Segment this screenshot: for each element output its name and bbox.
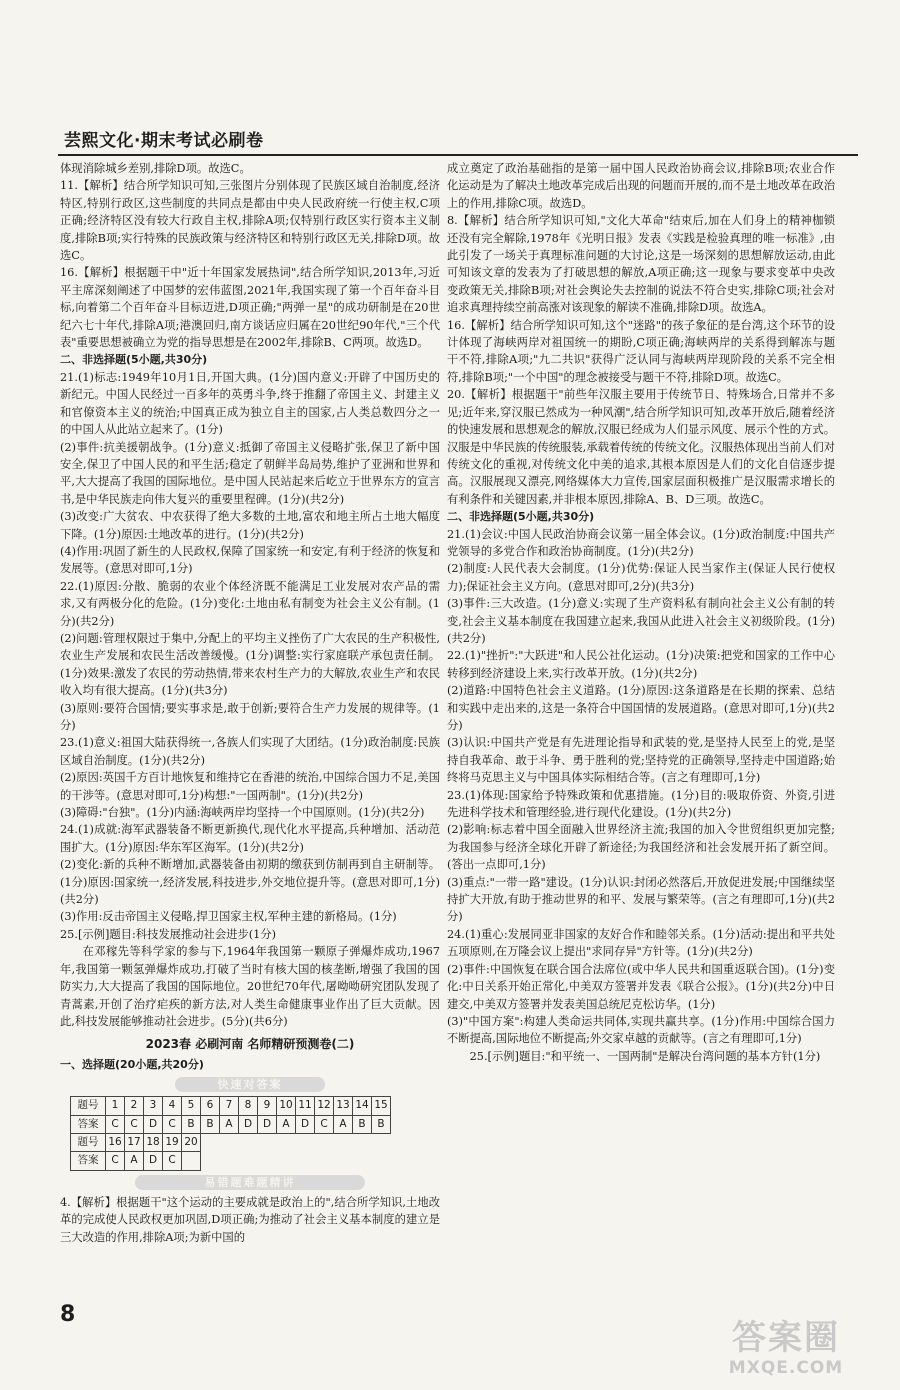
paragraph: (3)作用:反击帝国主义侵略,捍卫国家主权,军种主建的新格局。(1分) — [60, 910, 397, 924]
question-number: 20 — [182, 1133, 201, 1151]
header-title: 芸熙文化·期末考试必刷卷 — [64, 131, 264, 151]
paragraph: (3)障碍:"台独"。(1分)内涵:海峡两岸均坚持一个中国原则。(1分)(共2分) — [60, 806, 425, 820]
answer-row — [71, 1152, 391, 1170]
answer-cell: A — [277, 1115, 296, 1133]
paragraph: (3)原则:要符合国情;要实事求是,敢于创新;要符合生产力发展的规律等。(1分) — [60, 701, 440, 732]
paragraph: 24.(1)重心:发展同亚非国家的友好合作和睦邻关系。(1分)活动:提出和平共处五项原则,在万隆会议上提出"求同存异"方针等。(1分)(共2分) — [447, 927, 835, 959]
question-number: 12 — [315, 1097, 334, 1115]
page-number: 8 — [60, 1302, 76, 1327]
paragraph: 在邓稼先等科学家的参与下,1964年我国第一颗原子弹爆炸成功,1967年,我国第一颗氢弹爆炸成功,打破了当时有核大国的核垄断,增强了我国的国防实力,大大提高了我国的国际地位。20世纪70年代,屠呦呦研究团队发现了青蒿素,开创了治疗疟疾的新方法,对人类生命健康事业作出了巨大贡献。因此,科技发展能够推动社会进步。(5分)(共6分) — [60, 945, 440, 1028]
watermark-main: 答案圈 — [732, 1318, 840, 1358]
row-label: 答案 — [71, 1115, 106, 1133]
question-number: 19 — [163, 1133, 182, 1151]
question-number: 18 — [144, 1133, 163, 1151]
answer-cell: C — [106, 1115, 125, 1133]
question-number: 6 — [201, 1097, 220, 1115]
paragraph: 24.(1)成就:海军武器装备不断更新换代,现代化水平提高,兵种增加、活动范围扩大。(1分)原因:华东军区海军。(1分)(共2分) — [60, 823, 440, 854]
question-number: 13 — [334, 1097, 353, 1115]
answer-cell: C — [125, 1115, 144, 1133]
answer-cell: A — [220, 1115, 239, 1133]
explanations-banner: 易错题难题精讲 — [135, 1175, 365, 1190]
paragraph: 4.【解析】根据题干"这个运动的主要成就是政治上的",结合所学知识,土地改革的完成使人民政权更加巩固,D项正确;为推动了社会主义基本制度的建立是三大改造的作用,排除A项;为新中国的 — [60, 1195, 440, 1244]
paragraph: 20.【解析】根据题干"前些年汉服主要用于传统节日、特殊场合,日常并不多见;近年来,穿汉服已然成为一种风潮",结合所学知识可知,改革开放后,随着经济的快速发展和思想观念的解放,汉服已经成为人们显示风度、展示个性的方式。汉服是中华民族的传统服装,承载着传统的传统文化。汉服热体现出当前人们对传统文化的重视,对传统文化中美的追求,其根本原因是人们的文化自信逐步提高。汉服展现又漂亮,网络媒体大力宣传,国家层面积极推广是汉服需求增长的有利条件和关键因素,并非根本原因,排除A、B、D三项。故选C。 — [447, 388, 835, 506]
paragraph: (2)原因:英国千方百计地恢复和维持它在香港的统治,中国综合国力不足,美国的干涉等。(意思对即可,1分)构想:"一国两制"。(1分)(共2分) — [60, 771, 440, 802]
question-number: 11 — [296, 1097, 315, 1115]
question-number: 16 — [106, 1133, 125, 1151]
question-number: 14 — [353, 1097, 372, 1115]
answer-cell: D — [144, 1152, 163, 1170]
answer-cell: B — [182, 1115, 201, 1133]
answer-row — [71, 1115, 391, 1133]
question-row — [71, 1133, 391, 1151]
answer-cell: C — [163, 1152, 182, 1170]
section-heading: 一、选择题(20小题,共20分) — [60, 1057, 204, 1071]
paragraph: (3)"中国方案":构建人类命运共同体,实现共赢共享。(1分)作用:中国综合国力不断提高,国际地位不断提高;外交家卓越的贡献等。(言之有理即可,1分) — [447, 1014, 835, 1046]
answer-cell: A — [125, 1152, 144, 1170]
paragraph: 23.(1)体现:国家给予特殊政策和优惠措施。(1分)目的:吸取侨资、外资,引进先进科学技术和管理经验,进行现代化建设。(1分)(共2分) — [447, 788, 835, 820]
row-label: 答案 — [71, 1152, 106, 1170]
answer-cell — [182, 1152, 201, 1170]
paragraph: 体现消除城乡差别,排除D项。故选C。 — [60, 162, 251, 175]
paragraph: (2)影响:标志着中国全面融入世界经济主流;我国的加入令世贸组织更加完整;为我国参与经济全球化开辟了新途径;为我国经济和社会发展开拓了新空间。(答出一点即可,1分) — [447, 823, 835, 872]
watermark-sub: MXQE.COM — [728, 1358, 844, 1378]
paragraph: 25.[示例]题目:科技发展推动社会进步(1分) — [60, 927, 277, 941]
paragraph: (2)道路:中国特色社会主义道路。(1分)原因:这条道路是在长期的探索、总结和实践中走出来的,这是一条符合中国国情的发展道路。(意思对即可,1分)(共2分) — [447, 684, 835, 732]
paragraph: 25.[示例]题目:"和平统一、一国两制"是解决台湾问题的基本方针(1分) — [469, 1049, 821, 1063]
question-number: 3 — [144, 1097, 163, 1115]
paragraph: 21.(1)会议:中国人民政治协商会议第一届全体会议。(1分)政治制度:中国共产党领导的多党合作和政治协商制度。(1分)(共2分) — [447, 527, 835, 558]
paragraph: 21.(1)标志:1949年10月1日,开国大典。(1分)国内意义:开辟了中国历史的新纪元。中国人民经过一百多年的英勇斗争,终于推翻了帝国主义、封建主义和官僚资本主义的统治;中国真正成为独立自主的国家,占人类总数四分之一的中国人从此站立起来了。(1分) — [60, 370, 440, 437]
paragraph: 16.【解析】结合所学知识可知,这个"迷路"的孩子象征的是台湾,这个环节的设计体现了海峡两岸对祖国统一的期盼,C项正确;海峡两岸的关系得到解冻与题干不符,排除A项;"九二共识"获得广泛认同与海峡两岸现阶段的关系不完全相符,排除B项;"一个中国"的理念被接受与题干不符,排除D项。故选C。 — [447, 318, 835, 384]
watermark-logo — [706, 1318, 866, 1388]
paragraph: 11.【解析】结合所学知识可知,三张图片分别体现了民族区域自治制度,经济特区,特别行政区,这些制度的共同点是都由中央人民政府统一行使主权,C项正确;经济特区没有较大行政自主权,排除A项;仅特别行政区实行资本主义制度,排除B项;实行特殊的民族政策与经济特区和特别行政区无关,排除D项。故选C。 — [60, 179, 440, 263]
paragraph: (3)重点:"一带一路"建设。(1分)认识:封闭必然落后,开放促进发展;中国继续坚持扩大开放,有助于推动世界的和平、发展与繁荣等。(言之有理即可,1分)(共2分) — [447, 875, 835, 924]
paragraph: 22.(1)原因:分散、脆弱的农业个体经济既不能满足工业发展对农产品的需求,又有两极分化的危险。(1分)变化:土地由私有制变为社会主义公有制。(1分)(共2分) — [60, 579, 440, 628]
answer-cell: C — [106, 1152, 125, 1170]
answer-table — [70, 1096, 391, 1171]
section-heading: 二、非选择题(5小题,共30分) — [60, 353, 208, 367]
question-number: 9 — [258, 1097, 277, 1115]
answer-cell: B — [201, 1115, 220, 1133]
page-header — [58, 124, 858, 156]
row-label: 题号 — [71, 1133, 106, 1151]
paragraph: 8.【解析】结合所学知识可知,"文化大革命"结束后,加在人们身上的精神枷锁还没有完全解除,1978年《光明日报》发表《实践是检验真理的唯一标准》,由此引发了一场关于真理标准问题的大讨论,这是一场深刻的思想解放运动,由此可知该文章的发表为了打破思想的解放,A项正确;这一现象与要求变革中央改变政策无关,排除B项;对社会舆论失去控制的说法不符合史实,排除C项;社会对追求真理持续空前高涨对该现象的解读不准确,排除D项。故选A。 — [447, 214, 835, 315]
answer-cell: D — [296, 1115, 315, 1133]
answer-cell: C — [315, 1115, 334, 1133]
paragraph: 22.(1)"挫折":"大跃进"和人民公社化运动。(1分)决策:把党和国家的工作中心转移到经济建设上来,实行改革开放。(1分)(共2分) — [447, 649, 835, 680]
paragraph: 成立奠定了政治基础指的是第一届中国人民政治协商会议,排除B项;农业合作化运动是为了解决土地改革完成后出现的问题而开展的,而不是土地改革在政治上的作用,排除C项。故选D。 — [447, 162, 835, 210]
paragraph: (3)改变:广大贫农、中农获得了绝大多数的土地,富农和地主所占土地大幅度下降。(1分)原因:土地改革的进行。(1分)(共2分) — [60, 510, 440, 541]
question-number: 8 — [239, 1097, 258, 1115]
paragraph: (3)认识:中国共产党是有先进理论指导和武装的党,是坚持人民至上的党,是坚持自我革命、敢于斗争、勇于胜利的党;坚持党的正确领导,坚持走中国道路;始终将马克思主义与中国具体实际相结合等。(言之有理即可,1分) — [447, 736, 835, 785]
answer-cell: B — [372, 1115, 391, 1133]
paragraph: 16.【解析】根据题干中"近十年国家发展热词",结合所学知识,2013年,习近平主席深刻阐述了中国梦的宏伟蓝图,2021年,我国实现了第一个百年奋斗目标,向着第二个百年奋斗目标迈进,D项正确;"两弹一星"的成功研制是在20世纪六七十年代,排除A项;港澳回归,南方谈话应归属在20世纪90年代,"三个代表"重要思想被确立为党的指导思想是在2002年,排除B、C两项。故选D。 — [60, 266, 440, 350]
question-number: 1 — [106, 1097, 125, 1115]
right-column — [447, 160, 835, 1310]
paragraph: 23.(1)意义:祖国大陆获得统一,各族人们实现了大团结。(1分)政治制度:民族区域自治制度。(1分)(共2分) — [60, 736, 440, 767]
row-label: 题号 — [71, 1097, 106, 1115]
paragraph: (2)变化:新的兵种不断增加,武器装备由初期的缴获到仿制再到自主研制等。(1分)原因:国家统一,经济发展,科技进步,外交地位提升等。(意思对即可,1分)(共2分) — [60, 858, 440, 907]
section-heading: 二、非选择题(5小题,共30分) — [447, 510, 595, 524]
answer-cell: B — [353, 1115, 372, 1133]
paragraph: (2)问题:管理权限过于集中,分配上的平均主义挫伤了广大农民的生产积极性,农业生产发展和农民生活改善缓慢。(1分)调整:实行家庭联产承包责任制。(1分)效果:激发了农民的劳动热情,带来农村生产力的大解放,农业生产和农民收入均有很大提高。(1分)(共3分) — [60, 631, 440, 698]
quick-answers-banner: 快速对答案 — [175, 1077, 325, 1092]
question-number: 17 — [125, 1133, 144, 1151]
exam-title: 2023春 必刷河南 名师精研预测卷(二) — [145, 1037, 355, 1052]
question-number: 4 — [163, 1097, 182, 1115]
paragraph: (3)事件:三大改造。(1分)意义:实现了生产资料私有制向社会主义公有制的转变,社会主义基本制度在我国建立起来,我国从此进入社会主义初级阶段。(1分)(共2分) — [447, 597, 835, 645]
answer-cell: D — [239, 1115, 258, 1133]
question-number: 7 — [220, 1097, 239, 1115]
question-number: 2 — [125, 1097, 144, 1115]
answer-cell: D — [258, 1115, 277, 1133]
paragraph: (2)制度:人民代表大会制度。(1分)优势:保证人民当家作主(保证人民行使权力);保证社会主义方向。(意思对即可,2分)(共3分) — [447, 562, 835, 593]
question-number: 15 — [372, 1097, 391, 1115]
answer-cell: D — [144, 1115, 163, 1133]
answer-cell: C — [163, 1115, 182, 1133]
answer-cell: A — [334, 1115, 353, 1133]
question-number: 5 — [182, 1097, 201, 1115]
question-number: 10 — [277, 1097, 296, 1115]
paragraph: (2)事件:中国恢复在联合国合法席位(或中华人民共和国重返联合国)。(1分)变化:中日关系开始正常化,中美双方签署并发表《联合公报》。(1分)(共2分)中日建交,中美双方签署并发表美国总统尼克松访华。(1分) — [447, 962, 835, 1011]
left-column — [60, 160, 440, 1310]
question-row — [71, 1097, 391, 1115]
paragraph: (2)事件:抗美援朝战争。(1分)意义:抵御了帝国主义侵略扩张,保卫了新中国安全,保卫了中国人民的和平生活;稳定了朝鲜半岛局势,维护了亚洲和世界和平,大大提高了我国的国际地位。是中国人民站起来后屹立于世界东方的宣言书,是中华民族走向伟大复兴的重要里程碑。(1分)(共2分) — [60, 440, 440, 506]
paragraph: (4)作用:巩固了新生的人民政权,保障了国家统一和安定,有利于经济的恢复和发展等。(意思对即可,1分) — [60, 544, 440, 576]
